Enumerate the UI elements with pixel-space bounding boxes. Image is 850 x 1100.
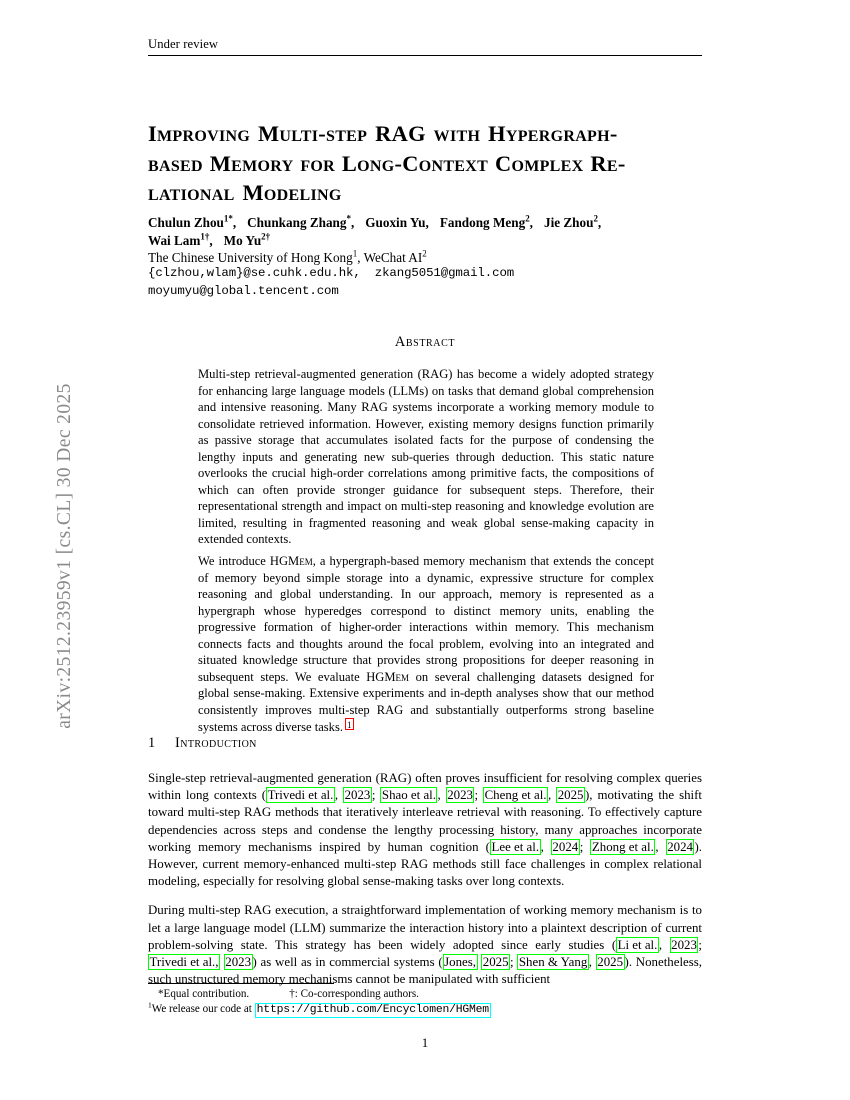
author-line-2: Wai Lam$^{1\dagger}$, Mo $Yu^{2\dagger}$ (148, 231, 271, 248)
citation-link[interactable]: Trivedi et al., (149, 955, 219, 970)
contact-emails (148, 265, 708, 300)
author-name: Chunkang Zhang (247, 215, 347, 230)
author-name: Fandong Meng (439, 215, 526, 230)
footnote-rule (148, 983, 334, 984)
footnote-marker-number: 1 (346, 720, 352, 731)
title-line-2: based Memory for Long-Context Complex Re- (148, 150, 626, 176)
abstract-heading: Abstract (394, 334, 456, 350)
citation-link[interactable]: Trivedi et al. (267, 788, 334, 803)
header-rule (148, 55, 702, 56)
intro-p2-seg-3: ). Nonetheless, such unstructured memory mechanisms cannot be manipulated with sufficient (148, 955, 703, 987)
citation-link[interactable]: 2023 (225, 955, 252, 970)
author-affil-marker: 1† (200, 231, 210, 242)
author-list (148, 214, 702, 249)
code-repository-link[interactable]: https://github.com/Encyclomen/HGMem (256, 1004, 489, 1017)
email-line-1 (148, 265, 708, 283)
footnote-marker-link[interactable] (345, 718, 355, 730)
citation-link[interactable]: Jones, (444, 955, 477, 970)
abstract-p2-seg-a: We introduce HG (198, 554, 289, 569)
citation-link[interactable]: Shen & Yang (518, 955, 588, 970)
method-name-smallcaps: Mem (384, 669, 410, 684)
author-name: Wai Lam (148, 232, 201, 248)
citation-link[interactable]: 2023 (671, 937, 697, 952)
citation-link[interactable]: 2024 (552, 839, 579, 854)
intro-p1-seg-1: Single-step retrieval-augmented generation (RAG) often proves insufficient for resolving complex queries within long contexts ( (148, 771, 702, 803)
intro-paragraph-1: Single-step retrieval-augmented generation (RAG) often proves insufficient for resolving complex queries within long contexts ( Trivedi et al. , 2023 ; Shao et al. , 2023 ; Cheng et al. , 2025 ), motivating the shift toward multi-step RAG methods that iteratively interleave retrieval with reasoning. To effectively capture dependencies across steps and condense the lengthy processing history, many approaches incorporate working memory mechanisms inspired by human cognition ( Lee et al. , 2024 ; Zhong et al. , 2024 ). However, current memory-enhanced multi-step RAG methods still face challenges in complex relational modeling, especially for resolving global sense-making tasks over long contexts. (148, 771, 702, 889)
section-title: Introduction (175, 735, 257, 751)
author-affil-marker: 2 (525, 213, 530, 224)
footnote-number: 1 (148, 1000, 152, 1010)
abstract-body (198, 366, 654, 741)
section-heading-introduction (148, 735, 702, 752)
page-number: 1 (421, 1036, 429, 1050)
intro-p2-seg-1: During multi-step RAG execution, a straightforward implementation of working memory mechanism is to let a large language model (LLM) summarize the interaction history into a plaintext description of current problem-solving state. This strategy has been widely adopted since early studies ( (148, 903, 702, 952)
citation-link[interactable]: Li et al. (617, 937, 658, 952)
method-name-smallcaps: Mem (288, 554, 313, 569)
citation-link[interactable]: 2025 (597, 955, 624, 970)
running-header-text: Under review (148, 37, 219, 51)
author-name: Mo Yu (223, 232, 262, 248)
author-line-1: Chulun Zhou$^{1*}$, Chunkang Zhang*, Guoxin Yu, Fandong Meng$^2$, Jie Zhou$^2$, (148, 213, 602, 230)
author-affil-marker: 2† (261, 231, 271, 242)
intro-p1-seg-2: ), motivating the shift toward multi-step RAG methods that iteratively interleave retrieval with reasoning. To effectively capture dependencies across steps and condense the lengthy processing history, many approaches incorporate working memory mechanisms inspired by human cognition ( (148, 788, 702, 854)
citation-link[interactable]: 2024 (667, 839, 693, 854)
affiliations (148, 249, 702, 266)
abstract-p2-seg-b: , a hypergraph-based memory mechanism that extends the concept of memory beyond simple storage into a dynamic, expressive structure for complex reasoning and global understanding. In our approach, memory is represented as a hypergraph whose hyperedges correspond to distinct memory units, enabling the progressive formation of higher-order interactions within memory. This mechanism connects facts and thoughts around the focal problem, evolving into an integrated and situated knowledge structure that provides strong propositions for deeper reasoning in subsequent steps. We evaluate HG (198, 554, 655, 684)
paper-page (148, 0, 702, 1100)
author-name: Guoxin Yu (365, 215, 426, 230)
footnote-code-text: We release our code at (151, 1003, 252, 1016)
title-line-3: lational Modeling (148, 180, 342, 205)
email-tencent: moyumyu@global.tencent.com (148, 283, 339, 298)
abstract-paragraph-1: Multi-step retrieval-augmented generation (RAG) has become a widely adopted strategy for enhancing large language models (LLMs) on tasks that demand global comprehension and intensive reasoning. Many RAG systems incorporate a working memory module to consolidate retrieved information. However, existing memory designs function primarily as passive storage that accumulates isolated facts for the purpose of condensing the lengthy inputs and generating new sub-queries through deduction. This static nature overlooks the crucial high-order correlations among primitive facts, the compositions of which can often provide stronger guidance for subsequent steps. Therefore, their representational strength and impact on multi-step reasoning and knowledge evolution are limited, resulting in fragmented reasoning and weak global sense-making capacity in extended contexts. (198, 367, 654, 547)
citation-link[interactable]: 2025 (557, 788, 584, 803)
author-name: Chulun Zhou (148, 215, 224, 230)
page-title (148, 119, 702, 208)
citation-link[interactable]: 2023 (447, 788, 473, 803)
author-affil-marker: 2 (593, 213, 598, 224)
footnote-co-corresponding: †: Co-corresponding authors. (289, 988, 419, 1000)
citation-link[interactable]: Lee et al. (491, 839, 540, 854)
footnote-row-contributions (148, 987, 708, 1002)
citation-link[interactable]: Cheng et al. (484, 788, 547, 803)
author-affil-marker: 1* (223, 213, 233, 224)
author-name: Jie Zhou (543, 215, 594, 230)
intro-p2-seg-2: ) as well as in commercial systems ( (252, 955, 443, 970)
citation-link[interactable]: Zhong et al. (591, 839, 654, 854)
email-gmail: zkang5051@gmail.com (374, 266, 515, 280)
email-cuhk: {clzhou,wlam}@se.cuhk.edu.hk, (148, 266, 361, 280)
email-line-2 (148, 283, 708, 301)
intro-p1-seg-3: ). However, current memory-enhanced multi-step RAG methods still face challenges in complex relational modeling, especially for resolving global sense-making tasks over long contexts. (148, 839, 702, 889)
running-header (148, 36, 702, 56)
affiliation-marker: 2 (422, 248, 427, 259)
abstract-paragraph-2 (198, 553, 654, 736)
citation-link[interactable]: 2023 (344, 788, 371, 803)
affiliation-marker: 1 (352, 248, 358, 259)
intro-paragraph-2: During multi-step RAG execution, a straightforward implementation of working memory mechanism is to let a large language model (LLM) summarize the interaction history into a plaintext description of current problem-solving state. This strategy has been widely adopted since early studies ( Li et al. , 2023 ; Trivedi et al., 2023 ) as well as in commercial systems ( Jones, 2025 ; Shen & Yang , 2025 ). Nonetheless, such unstructured memory mechanisms cannot be manipulated with sufficient (148, 903, 703, 987)
footnote-row-code (148, 1002, 708, 1018)
arxiv-stamp: arXiv:2512.23959v1 [cs.CL] 30 Dec 2025 (54, 383, 75, 729)
abstract-p2-seg-c: on several challenging datasets designed for global sense-making. Extensive experiments and in-depth analyses show that our method consistently improves multi-step RAG and substantially outperforms strong baseline systems across diverse tasks. (198, 669, 655, 735)
section-number: 1 (148, 735, 156, 751)
section-body (148, 770, 702, 1000)
footnote-area (148, 987, 708, 1018)
affiliation-primary: The Chinese University of Hong Kong (148, 250, 353, 265)
footnote-equal-contribution: *Equal contribution. (158, 988, 250, 1000)
title-line-1: Improving Multi-step RAG with Hypergraph- (148, 121, 618, 146)
citation-link[interactable]: Shao et al. (381, 788, 436, 803)
citation-link[interactable]: 2025 (482, 955, 509, 970)
author-affil-marker: * (346, 213, 351, 224)
affiliation-secondary: , WeChat AI (357, 250, 423, 265)
